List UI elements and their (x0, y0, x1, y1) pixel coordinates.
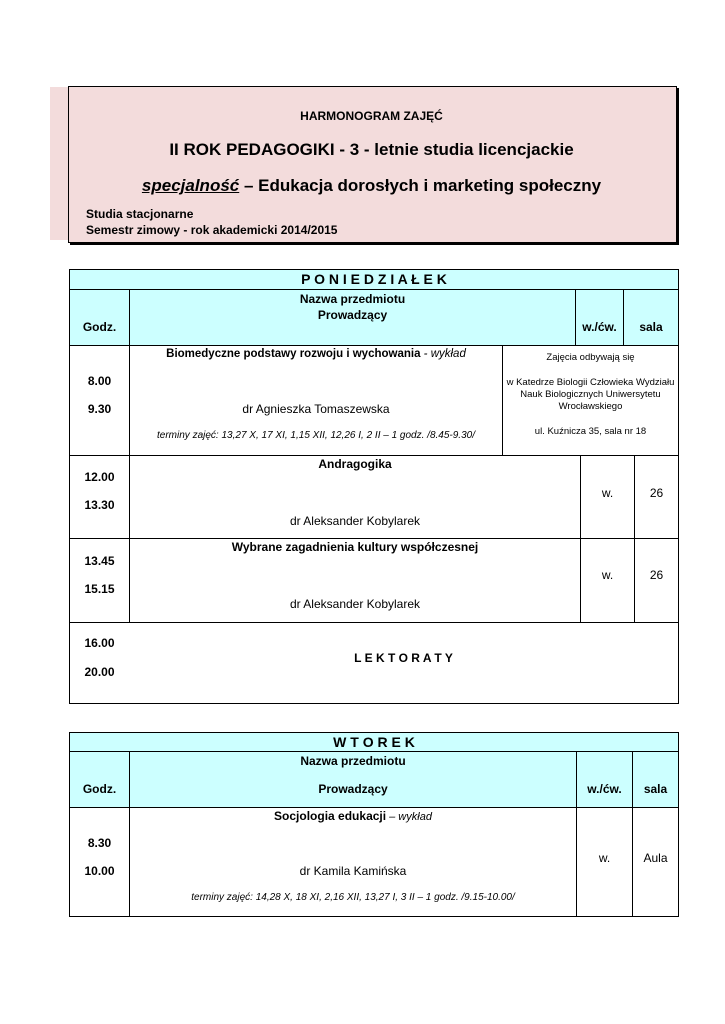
class-dates: terminy zajęć: 14,28 X, 18 XI, 2,16 XII, 13,27 I, 3 II – 1 godz. /9.15-10.00/ (191, 892, 515, 903)
specialization-label: specjalność (141, 176, 240, 195)
monday-col-type: w./ćw. (582, 320, 617, 334)
subject-type: - wykład (420, 348, 466, 360)
monday-col-time: Godz. (82, 320, 117, 334)
time-end: 20.00 (84, 665, 115, 679)
room-number: 26 (649, 568, 664, 582)
subject-name (130, 809, 576, 824)
tuesday-col-time: Godz. (82, 782, 117, 796)
header-shade (50, 87, 70, 240)
teacher-name: dr Agnieszka Tomaszewska (242, 402, 390, 416)
schedule-title: HARMONOGRAM ZAJĘĆ (300, 109, 443, 123)
time-end: 13.30 (84, 498, 115, 512)
monday-col-subject: Nazwa przedmiotu (299, 292, 406, 306)
subject-title: Socjologia edukacji (274, 809, 387, 823)
tuesday-day-label: W T O R E K (333, 734, 415, 750)
location-faculty: Nauk Biologicznych Uniwersytetu (520, 389, 661, 400)
study-mode: Studia stacjonarne (86, 207, 194, 221)
location-note: Zajęcia odbywają się (546, 352, 635, 363)
subject-name: Wybrane zagadnienia kultury współczesnej (231, 540, 479, 554)
class-type: w. (598, 851, 611, 865)
subject-name: Andragogika (318, 457, 392, 471)
teacher-name: dr Aleksander Kobylarek (289, 514, 421, 528)
room-number: 26 (649, 486, 664, 500)
subject-title: Biomedyczne podstawy rozwoju i wychowania (166, 348, 421, 360)
time-start: 12.00 (84, 470, 115, 484)
time-start: 8.00 (87, 374, 112, 388)
teacher-name: dr Kamila Kamińska (299, 864, 407, 878)
time-start: 16.00 (84, 636, 115, 650)
tuesday-col-subject: Nazwa przedmiotu (300, 754, 406, 768)
specialization (68, 176, 675, 196)
teacher-name: dr Aleksander Kobylarek (289, 597, 421, 611)
semester: Semestr zimowy - rok akademicki 2014/2015 (86, 223, 338, 237)
class-type: w. (601, 568, 614, 582)
subject-type: – wykład (386, 811, 432, 823)
specialization-name: – Edukacja dorosłych i marketing społeczny (239, 176, 602, 195)
location-address: ul. Kuźnicza 35, sala nr 18 (534, 426, 647, 437)
class-type: w. (601, 486, 614, 500)
monday-col-teacher: Prowadzący (317, 308, 388, 322)
location-university: Wrocławskiego (558, 401, 623, 412)
time-end: 15.15 (84, 582, 115, 596)
course-title: II ROK PEDAGOGIKI - 3 - letnie studia licencjackie (169, 140, 574, 159)
location-dept: w Katedrze Biologii Człowieka Wydziału (506, 377, 675, 388)
subject-name (130, 347, 502, 361)
time-end: 9.30 (87, 402, 112, 416)
tuesday-col-type: w./ćw. (587, 782, 622, 796)
tuesday-col-teacher: Prowadzący (318, 782, 388, 796)
tuesday-col-room: sala (643, 782, 668, 796)
time-start: 8.30 (87, 836, 112, 850)
monday-col-room: sala (639, 320, 663, 334)
class-dates: terminy zajęć: 13,27 X, 17 XI, 1,15 XII, 12,26 I, 2 II – 1 godz. /8.45-9.30/ (157, 430, 475, 441)
monday-day-label: P O N I E D Z I A Ł E K (301, 271, 447, 287)
room-number: Aula (643, 851, 668, 865)
languages-label: L E K T O R A T Y (354, 651, 453, 665)
time-end: 10.00 (84, 864, 115, 878)
time-start: 13.45 (84, 554, 115, 568)
